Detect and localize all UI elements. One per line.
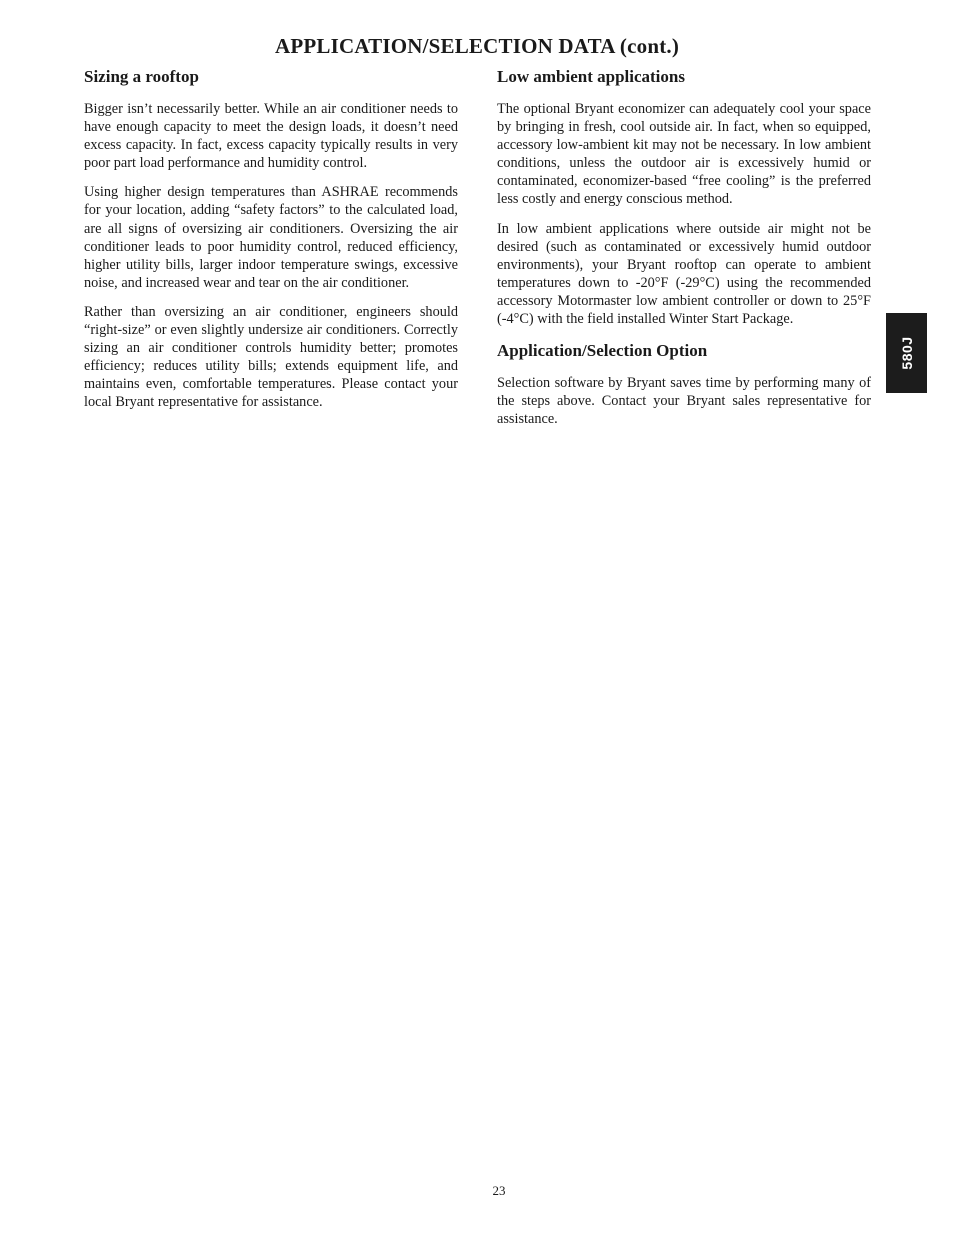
section-heading-selection-option: Application/Selection Option xyxy=(497,341,708,361)
paragraph: The optional Bryant economizer can adequately cool your space by bringing in fresh, cool outside air. In fact, when so equipped, accessory low-ambient kit may not be necessary. In low ambient conditions, unless the outdoor air is excessively humid or contaminated, economizer-based “free cooling” is the preferred less costly and energy conscious method. xyxy=(497,101,871,208)
section-heading-sizing: Sizing a rooftop xyxy=(84,67,199,86)
model-side-tab xyxy=(886,313,927,393)
left-column xyxy=(84,66,458,423)
paragraph: Using higher design temperatures than ASHRAE recommends for your location, adding “safety factors” to the calculated load, are all signs of oversizing air conditioners. Oversizing the air conditioner leads to poor humidity control, reduced efficiency, higher utility bills, larger indoor temperature swings, excessive noise, and increased wear and tear on the air conditioner. xyxy=(84,184,458,291)
paragraph: Rather than oversizing an air conditioner, engineers should “right-size” or even slightly undersize air conditioners. Correctly sizing an air conditioner controls humidity better; promotes efficiency; reduces utility bills; extends equipment life, and maintains even, comfortable temperatures. Please contact your local Bryant representative for assistance. xyxy=(84,303,458,411)
model-label: 580J xyxy=(898,336,915,370)
paragraph: In low ambient applications where outside air might not be desired (such as contaminated or excessively humid outdoor environments), your Bryant rooftop can operate to ambient temperatures down to -20°F (-29°C) using the recommended accessory Motormaster low ambient controller or down to 25°F (-4°C) with the field installed Winter Start Package. xyxy=(497,220,871,328)
page-number: 23 xyxy=(492,1183,506,1198)
page-title: APPLICATION/SELECTION DATA (cont.) xyxy=(274,34,680,58)
section-heading-low-ambient: Low ambient applications xyxy=(497,67,685,86)
paragraph: Selection software by Bryant saves time by performing many of the steps above. Contact your Bryant sales representative for assistance. xyxy=(497,375,871,428)
right-column xyxy=(497,66,871,439)
paragraph: Bigger isn’t necessarily better. While an air conditioner needs to have enough capacity to meet the design loads, it doesn’t need excess capacity. In fact, excess capacity typically results in very poor part load performance and humidity control. xyxy=(84,101,458,172)
